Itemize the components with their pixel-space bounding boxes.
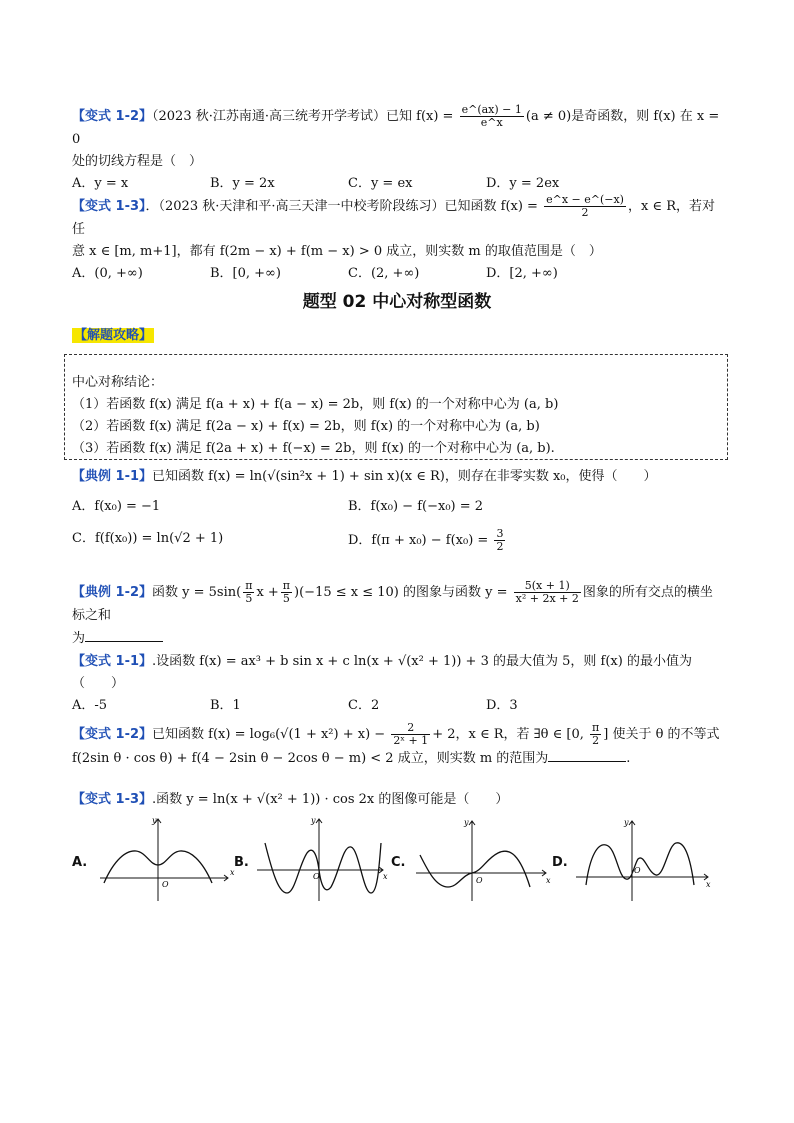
question-tag: 【变式 1-3】 bbox=[72, 792, 153, 807]
strategy-tag-row bbox=[72, 325, 722, 347]
fraction-numerator: e^(ax) − 1 bbox=[461, 103, 522, 116]
option-b: B．[0, +∞) bbox=[210, 266, 281, 281]
condition: (a ≠ 0) bbox=[525, 109, 572, 124]
question-line2: 处的切线方程是（ ） bbox=[72, 154, 203, 169]
strategy-tag: 【解题攻略】 bbox=[74, 328, 153, 343]
strategy-heading: 中心对称结论： bbox=[72, 375, 164, 390]
option-d: D．[2, +∞) bbox=[486, 266, 558, 281]
question-text-b: + 2，x ∈ R，若 ∃θ ∈ [0, bbox=[432, 727, 584, 742]
origin-label: O bbox=[476, 876, 483, 885]
question-line2: f(2sin θ · cos θ) + f(4 − 2sin θ − 2cos θ − m) < 2 成立，则实数 m 的范围为 bbox=[72, 751, 549, 766]
question-line2: 为 bbox=[72, 631, 86, 646]
question-tag: 【变式 1-1】 bbox=[72, 654, 153, 669]
y-axis-label: y bbox=[464, 818, 469, 827]
origin-label: O bbox=[634, 866, 641, 875]
graph-label-d: D. bbox=[552, 855, 568, 870]
option-a: A．y = x bbox=[72, 176, 129, 191]
x-axis-label: x bbox=[230, 868, 235, 877]
options-row-2 bbox=[72, 528, 722, 553]
option-c: C．y = ex bbox=[348, 176, 413, 191]
question-text-b: x + bbox=[256, 585, 279, 600]
option-b: B．y = 2x bbox=[210, 176, 275, 191]
fraction-numerator: π bbox=[282, 579, 291, 592]
answer-blank[interactable] bbox=[85, 627, 163, 642]
y-axis-label: y bbox=[152, 816, 157, 825]
example-1-1 bbox=[72, 466, 722, 553]
option-b: B．1 bbox=[210, 698, 241, 713]
graph-label-a: A. bbox=[72, 855, 88, 870]
function-expr: f(x) = bbox=[416, 109, 454, 124]
question-tag: 【典例 1-2】 bbox=[72, 585, 153, 600]
fraction bbox=[391, 722, 430, 747]
option-c: C．(2, +∞) bbox=[348, 266, 420, 281]
question-text-a: 函数 y = 5sin( bbox=[152, 585, 242, 600]
axes bbox=[576, 821, 708, 901]
strategy-content bbox=[72, 372, 722, 460]
question-tag: 【变式 1-3】 bbox=[72, 199, 146, 214]
fraction-denominator: e^x bbox=[480, 116, 503, 129]
x-axis-label: x bbox=[546, 876, 551, 885]
question-source: ．（2023 秋·天津和平·高三天津一中校考阶段练习）已知函数 bbox=[145, 199, 497, 214]
section-title: 题型 02 中心对称型函数 bbox=[302, 292, 492, 312]
options-row bbox=[72, 695, 722, 717]
fraction bbox=[590, 722, 601, 747]
function-expr: f(x) = bbox=[500, 199, 538, 214]
question-text: 已知函数 f(x) = ln(√(sin²x + 1) + sin x)(x ∈ R)，则存在非零实数 x₀，使得（ ） bbox=[152, 469, 657, 484]
question-variant-1-3a bbox=[72, 194, 722, 285]
question-source: （2023 秋·江苏南通·高三统考开学考试）已知 bbox=[152, 109, 412, 124]
axes bbox=[416, 821, 546, 901]
line-end: . bbox=[626, 751, 631, 766]
variant-1-3b bbox=[72, 789, 722, 811]
variant-1-1 bbox=[72, 651, 722, 717]
graph-b[interactable] bbox=[253, 815, 393, 905]
graph-c[interactable] bbox=[412, 815, 552, 905]
graph-a[interactable] bbox=[92, 815, 235, 905]
fraction-denominator: x² + 2x + 2 bbox=[515, 592, 579, 605]
x-axis-label: x bbox=[706, 880, 711, 889]
fraction-numerator: 2 bbox=[391, 722, 430, 735]
question-text: .函数 y = ln(x + √(x² + 1)) · cos 2x 的图像可能是（ ） bbox=[152, 792, 509, 807]
fraction bbox=[494, 528, 505, 553]
fraction bbox=[460, 104, 524, 129]
axes bbox=[257, 819, 383, 901]
strategy-item-1: （1）若函数 f(x) 满足 f(a + x) + f(a − x) = 2b，则 f(x) 的一个对称中心为 (a, b) bbox=[72, 397, 559, 412]
example-1-2 bbox=[72, 580, 722, 650]
fraction bbox=[281, 580, 292, 605]
question-tag: 【变式 1-2】 bbox=[72, 727, 153, 742]
graph-d[interactable] bbox=[572, 815, 712, 905]
fraction-denominator: 2ˣ + 1 bbox=[393, 734, 429, 747]
question-line2: 意 x ∈ [m, m+1]，都有 f(2m − x) + f(m − x) > 0 成立，则实数 m 的取值范围是（ ） bbox=[72, 244, 602, 259]
graph-label-b: B. bbox=[234, 855, 249, 870]
strategy-item-3: （3）若函数 f(x) 满足 f(2a + x) + f(−x) = 2b，则 f(x) 的一个对称中心为 (a, b). bbox=[72, 441, 555, 456]
question-text: ，x ∈ R，若对任 bbox=[72, 199, 715, 237]
question-text-c: )(−15 ≤ x ≤ 10) 的图象与函数 y = bbox=[294, 585, 508, 600]
question-tag: 【典例 1-1】 bbox=[72, 469, 153, 484]
question-text-d: 图象的所有交点的横坐标之和 bbox=[72, 585, 713, 623]
options-row-1 bbox=[72, 496, 722, 518]
question-text-c: ] 使关于 θ 的不等式 bbox=[603, 727, 720, 742]
fraction bbox=[544, 194, 626, 219]
question-tag: 【变式 1-2】 bbox=[72, 109, 153, 124]
fraction-numerator: 3 bbox=[496, 527, 504, 540]
answer-blank[interactable] bbox=[548, 747, 626, 762]
fraction-numerator: π bbox=[592, 721, 600, 734]
y-axis-label: y bbox=[624, 818, 629, 827]
option-a: A．f(x₀) = −1 bbox=[72, 499, 161, 514]
options-row bbox=[72, 263, 722, 285]
options-row bbox=[72, 173, 722, 195]
fraction-numerator: e^x − e^(−x) bbox=[546, 193, 624, 206]
fraction-denominator: 2 bbox=[496, 540, 504, 553]
curve bbox=[265, 843, 381, 893]
origin-label: O bbox=[313, 872, 320, 881]
y-axis-label: y bbox=[311, 816, 316, 825]
option-d: D．3 bbox=[486, 698, 518, 713]
fraction-denominator: 5 bbox=[282, 592, 290, 605]
option-c: C．f(f(x₀)) = ln(√2 + 1) bbox=[72, 531, 224, 546]
curve bbox=[586, 843, 694, 885]
fraction bbox=[514, 580, 581, 605]
fraction bbox=[243, 580, 254, 605]
fraction-denominator: 2 bbox=[581, 206, 589, 219]
strategy-item-2: （2）若函数 f(x) 满足 f(2a − x) + f(x) = 2b，则 f(x) 的一个对称中心为 (a, b) bbox=[72, 419, 540, 434]
origin-label: O bbox=[162, 880, 169, 889]
variant-1-2b bbox=[72, 722, 722, 770]
curve bbox=[420, 851, 530, 887]
option-c: C．2 bbox=[348, 698, 380, 713]
option-a: A．-5 bbox=[72, 698, 108, 713]
option-b: B．f(x₀) − f(−x₀) = 2 bbox=[348, 499, 484, 514]
fraction-numerator: 5(x + 1) bbox=[514, 580, 581, 593]
option-d: D．y = 2ex bbox=[486, 176, 560, 191]
option-d-text: D．f(π + x₀) − f(x₀) = bbox=[348, 533, 489, 548]
question-text: .设函数 f(x) = ax³ + b sin x + c ln(x + √(x² + 1)) + 3 的最大值为 5，则 f(x) 的最小值为（ ） bbox=[72, 654, 692, 691]
fraction-numerator: π bbox=[245, 579, 253, 592]
x-axis-label: x bbox=[383, 872, 388, 881]
option-d bbox=[348, 528, 507, 553]
question-text: 是奇函数，则 f(x) 在 x = 0 bbox=[72, 109, 720, 147]
graph-label-c: C. bbox=[391, 855, 406, 870]
question-text-a: 已知函数 f(x) = log₆(√(1 + x²) + x) − bbox=[152, 727, 386, 742]
option-a: A．(0, +∞) bbox=[72, 266, 143, 281]
fraction-denominator: 2 bbox=[592, 734, 600, 747]
question-variant-1-2a bbox=[72, 104, 722, 195]
fraction-denominator: 5 bbox=[245, 592, 253, 605]
